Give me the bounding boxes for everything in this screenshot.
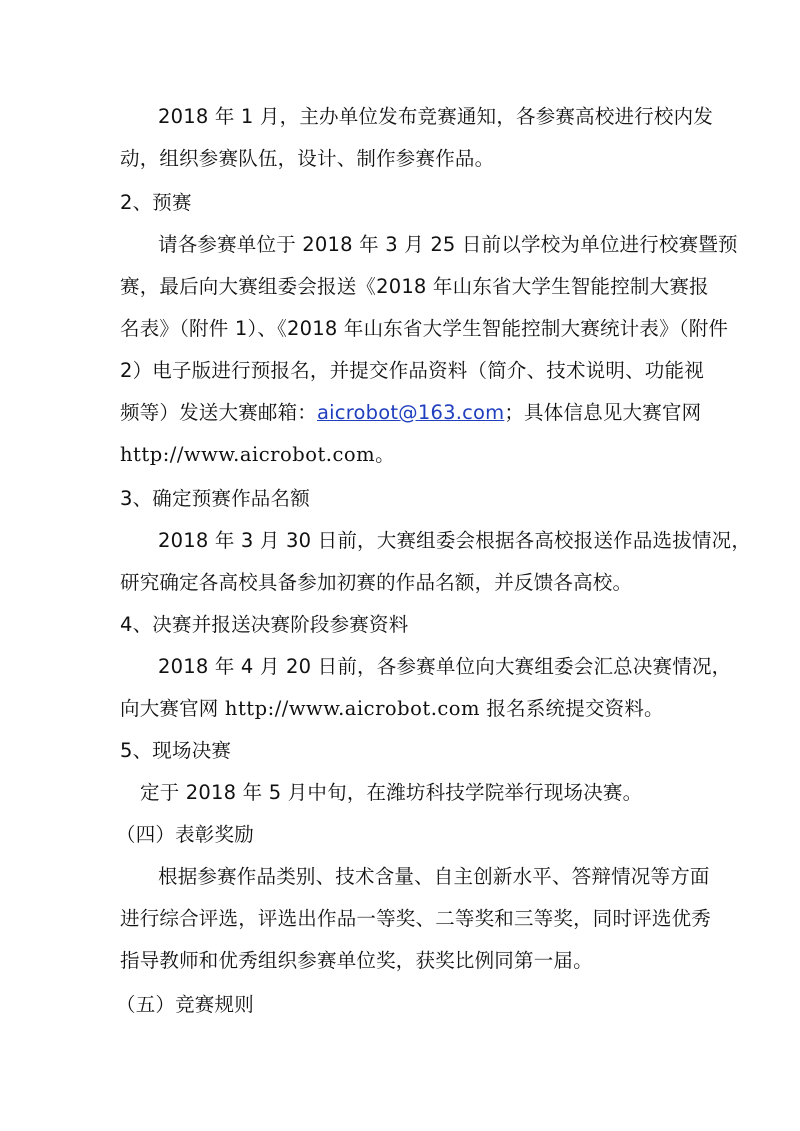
section-heading: （四）表彰奖励 xyxy=(116,823,254,846)
paragraph-line: 2018 年 1 月，主办单位发布竞赛通知，各参赛高校进行校内发 xyxy=(158,105,714,128)
paragraph-line xyxy=(120,399,701,427)
url-text: http://www.aicrobot.com xyxy=(224,697,481,720)
line-text: 频等）发送大赛邮箱： xyxy=(120,401,318,424)
paragraph-line: 研究确定各高校具备参加初赛的作品名额，并反馈各高校。 xyxy=(120,571,633,594)
section-heading: 4、决赛并报送决赛阶段参赛资料 xyxy=(120,613,409,636)
section-heading: 3、确定预赛作品名额 xyxy=(120,487,310,510)
line-text: ；具体信息见大赛官网 xyxy=(504,401,702,424)
paragraph-line: 赛，最后向大赛组委会报送《2018 年山东省大学生智能控制大赛报 xyxy=(120,275,709,298)
line-text: 报名系统提交资料。 xyxy=(480,697,664,720)
email-link[interactable]: aicrobot@163.com xyxy=(317,401,505,424)
paragraph-line: 2018 年 4 月 20 日前，各参赛单位向大赛组委会汇总决赛情况， xyxy=(158,655,732,678)
section-heading: 5、现场决赛 xyxy=(120,739,232,762)
section-heading: （五）竞赛规则 xyxy=(116,993,254,1016)
paragraph-line: 2018 年 3 月 30 日前，大赛组委会根据各高校报送作品选拔情况， xyxy=(158,529,752,552)
section-heading: 2、预赛 xyxy=(120,191,192,214)
paragraph-line: 进行综合评选，评选出作品一等奖、二等奖和三等奖，同时评选优秀 xyxy=(120,907,712,930)
url-text: http://www.aicrobot.com。 xyxy=(120,443,396,466)
paragraph-line: 定于 2018 年 5 月中旬，在潍坊科技学院举行现场决赛。 xyxy=(140,781,643,804)
paragraph-line xyxy=(120,695,664,723)
paragraph-line: 2）电子版进行预报名，并提交作品资料（简介、技术说明、功能视 xyxy=(120,359,704,382)
paragraph-line: 动，组织参赛队伍，设计、制作参赛作品。 xyxy=(120,147,495,170)
paragraph-line: 根据参赛作品类别、技术含量、自主创新水平、答辩情况等方面 xyxy=(158,865,710,888)
paragraph-line: 指导教师和优秀组织参赛单位奖，获奖比例同第一届。 xyxy=(120,949,593,972)
paragraph-line: 请各参赛单位于 2018 年 3 月 25 日前以学校为单位进行校赛暨预 xyxy=(158,233,738,256)
line-text: 向大赛官网 xyxy=(120,697,225,720)
paragraph-line: 名表》（附件 1）、《2018 年山东省大学生智能控制大赛统计表》（附件 xyxy=(120,317,729,340)
